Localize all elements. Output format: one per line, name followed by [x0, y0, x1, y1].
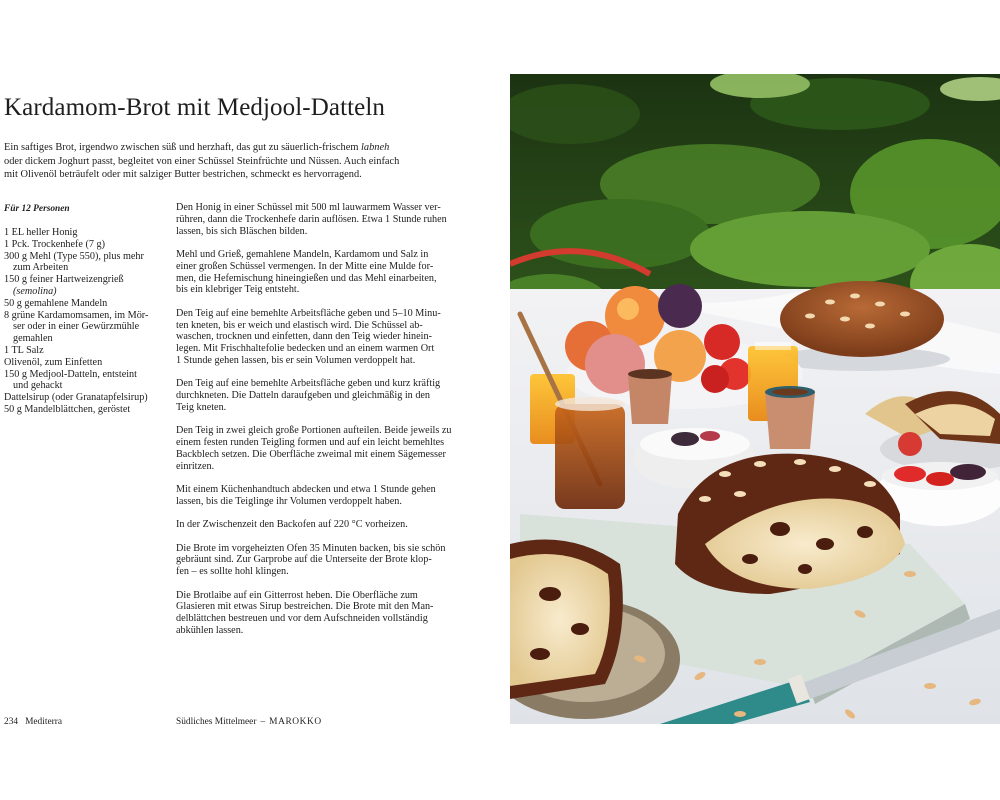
ingredient-list — [4, 227, 154, 416]
intro-line-1-text: Ein saftiges Brot, irgendwo zwischen süß und herzhaft, das gut zu säuerlich-frischem — [4, 142, 362, 153]
method-step: Mit einem Küchenhandtuch abdecken und etwa 1 Stunde gehen lassen, bis die Teiglinge ihr Volumen verdoppelt haben. — [176, 484, 436, 507]
method-step: Den Teig auf eine bemehlte Arbeitsfläche geben und 5–10 Minu- ten kneten, bis er weich und elastisch wird. Die Schüssel ab- waschen, trocknen und einfetten, dann den Teig wieder hinein- legen. Mit Frischhaltefolie bedecken und an einem warmen Ort 1 Stunde gehen lassen, bis er sein Volumen verdoppelt hat. — [176, 307, 441, 366]
ingredient-line: ser oder in einer Gewürzmühle — [13, 321, 140, 333]
method-step: Den Honig in einer Schüssel mit 500 ml lauwarmem Wasser ver- rühren, dann die Trockenhefe darin auflösen. Etwa 1 Stunde ruhen lassen, bis sich Bläschen bilden. — [176, 202, 447, 237]
intro-line-3: mit Olivenöl beträufelt oder mit salziger Butter bestrichen, schmeckt es hervorragend. — [4, 169, 362, 180]
chapter-name: Südliches Mittelmeer — [176, 717, 257, 727]
method-step: Die Brote im vorgeheizten Ofen 35 Minuten backen, bis sie schön gebräunt sind. Zur Garprobe auf die Unterseite der Brote klop- fen – es sollte hohl klingen. — [176, 542, 446, 578]
intro-labneh: labneh — [361, 142, 390, 153]
juice-glass-rim — [755, 342, 791, 350]
ingredient-line: Olivenöl, zum Einfetten — [4, 356, 103, 368]
method-step: Die Brotlaibe auf ein Gitterrost heben. Die Oberfläche zum Glasieren mit etwas Sirup bestreichen. Die Brote mit den Man- delblättchen bestreuen und vor dem Aufschneiden vollständig abkühlen lassen. — [176, 589, 434, 637]
back-bread-loaf — [780, 281, 944, 357]
honey-jar — [555, 404, 625, 509]
fig-half — [671, 432, 699, 446]
page-number: 234 — [4, 717, 19, 727]
terracotta-cup-left — [628, 374, 672, 424]
ingredient-line: zum Arbeiten — [13, 262, 69, 274]
food-photo — [510, 74, 1000, 724]
chapter-separator: – — [260, 717, 266, 727]
ingredient-line: 1 EL heller Honig — [4, 227, 78, 238]
ingredient-line: und gehackt — [13, 380, 63, 392]
book-title: Mediterra — [25, 717, 63, 727]
method-column — [176, 202, 476, 648]
intro-line-1 — [4, 141, 390, 155]
ingredients-column — [4, 204, 154, 416]
terracotta-cup-right — [765, 392, 815, 449]
bread-table-photo — [510, 74, 1000, 724]
method-step: Den Teig auf eine bemehlte Arbeitsfläche geben und kurz kräftig durchkneten. Die Datteln daraufgeben und gleichmäßig in den Teig kneten. — [176, 378, 441, 413]
servings-label: Für 12 Personen — [4, 204, 70, 214]
method-step: In der Zwischenzeit den Backofen auf 220 °C vorheizen. — [176, 519, 408, 531]
ingredient-line: 150 g feiner Hartweizengrieß — [4, 274, 124, 286]
ingredient-line: 50 g Mandelblättchen, geröstet — [4, 403, 131, 415]
ingredient-semolina: (semolina) — [13, 285, 57, 297]
footer-page-info — [4, 717, 62, 727]
ingredient-line — [4, 286, 154, 298]
ingredient-line: Dattelsirup (oder Granatapfelsirup) — [4, 392, 148, 404]
method-step: Den Teig in zwei gleich große Portionen aufteilen. Beide jeweils zu einem festen runden Teigling formen und auf ein leicht bemehltes Backblech setzen. Die Oberfläche zweimal mit einem Sägemesser einritzen. — [176, 425, 452, 472]
method-step: Mehl und Grieß, gemahlene Mandeln, Kardamom und Salz in einer großen Schüssel vermengen. In der Mitte eine Mulde for- men, die Hefemischung hineingießen und das Mehl einarbeiten, bis ein klebriger Teig entsteht. — [176, 248, 437, 296]
ingredient-line: 8 grüne Kardamomsamen, im Mör- — [4, 309, 149, 321]
recipe-title: Kardamom-Brot mit Medjool-Datteln — [4, 94, 385, 121]
intro-line-2: oder dickem Joghurt passt, begleitet von einer Schüssel Steinfrüchte und Nüssen. Auch einfach — [4, 155, 400, 167]
recipe-intro — [4, 141, 400, 182]
chapter-country: MAROKKO — [269, 717, 322, 727]
footer-chapter-info — [176, 717, 322, 727]
ingredient-line: 1 Pck. Trockenhefe (7 g) — [4, 238, 106, 250]
ingredient-line: 50 g gemahlene Mandeln — [4, 297, 108, 309]
ingredient-line: 1 TL Salz — [4, 344, 44, 356]
ingredient-line: 300 g Mehl (Type 550), plus mehr — [4, 250, 144, 262]
ingredient-line: 150 g Medjool-Datteln, entsteint — [4, 368, 137, 380]
ingredient-line: gemahlen — [13, 333, 53, 345]
